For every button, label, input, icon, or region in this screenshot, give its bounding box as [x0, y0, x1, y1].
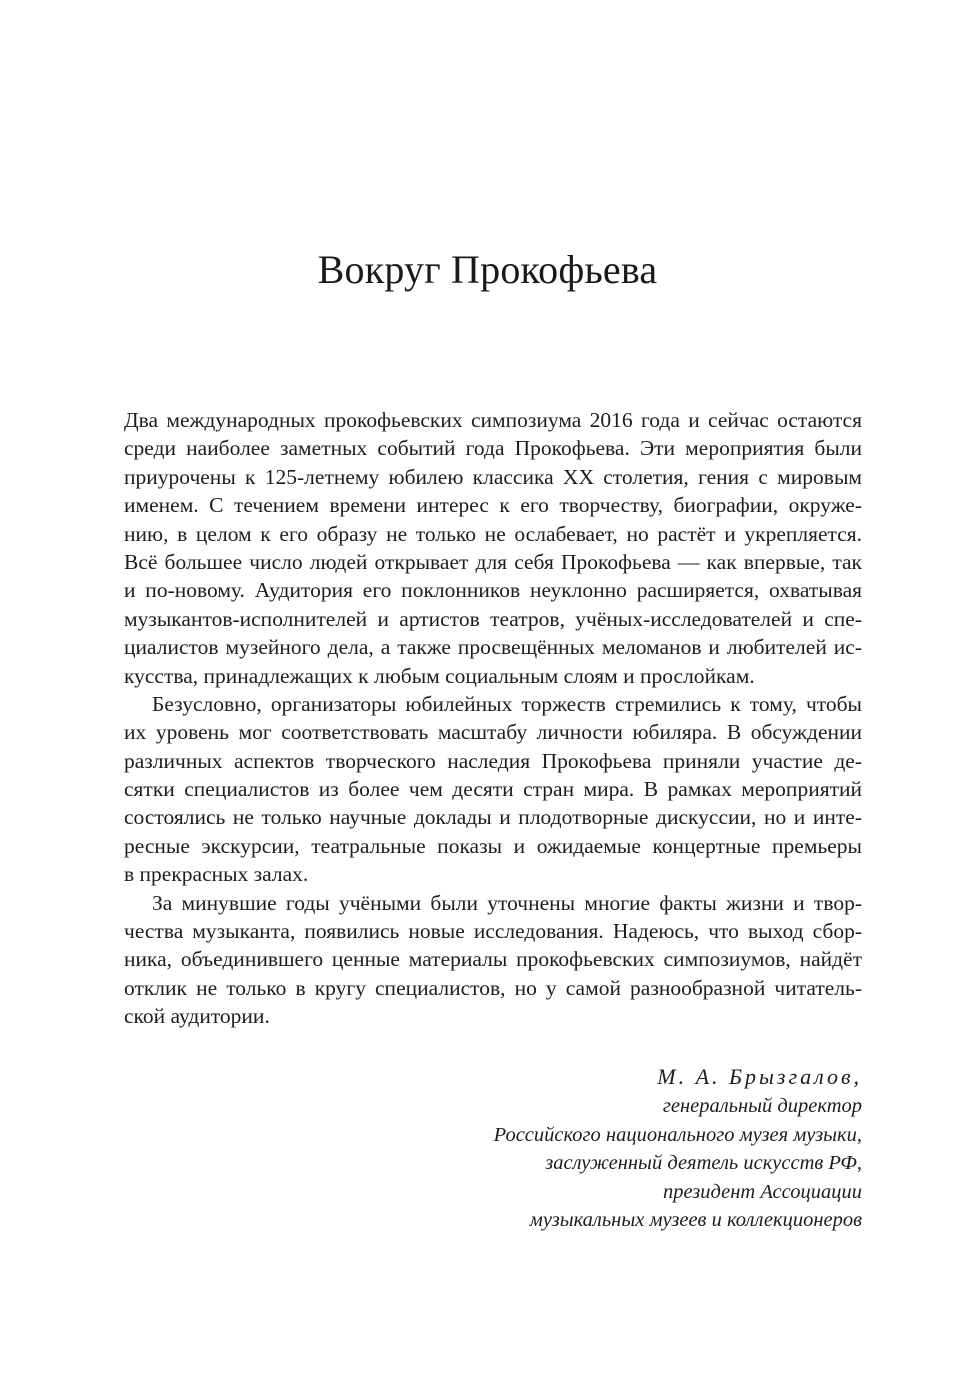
text-line: отклик не только в кругу специалистов, но у самой разнообразной читатель- [124, 975, 862, 1000]
author-title-line: генеральный директор [662, 1095, 862, 1117]
text-line: циалистов музейного дела, а также просвещённых меломанов и любителей ис- [124, 635, 862, 660]
paragraph-1 [124, 406, 862, 690]
text-line: музыкантов-исполнителей и артистов театров, учёных-исследователей и спе- [124, 606, 862, 631]
body-text [124, 406, 862, 1031]
text-line: ресные экскурсии, театральные показы и ожидаемые концертные премьеры [124, 833, 862, 858]
author-name: М. А. Брызгалов, [657, 1064, 862, 1089]
author-title-line: президент Ассоциации [662, 1180, 862, 1203]
text-line: среди наиболее заметных событий года Прокофьева. Эти мероприятия были [124, 436, 862, 461]
text-line: их уровень мог соответствовать масштабу личности юбиляра. В обсуждении [124, 720, 862, 745]
text-line: чества музыканта, появились новые исследования. Надеюсь, что выход сбор- [124, 919, 862, 944]
text-line: Два международных прокофьевских симпозиума 2016 года и сейчас остаются [124, 408, 862, 432]
paragraph-3 [124, 889, 862, 1031]
text-line: приурочены к 125-летнему юбилею классика ХХ столетия, гения с мировым [124, 464, 862, 489]
text-line: состоялись не только научные доклады и плодотворные дискуссии, но и инте- [124, 805, 862, 830]
author-title-line: Российского национального музея музыки, [493, 1123, 862, 1146]
text-line: в прекрасных залах. [124, 862, 309, 887]
author-title-line: заслуженный деятель искусств РФ, [545, 1152, 862, 1174]
paragraph-2 [124, 690, 862, 889]
text-line: кусства, принадлежащих к любым социальным слоям и прослойкам. [124, 663, 755, 688]
author-title-line: музыкальных музеев и коллекционеров [529, 1209, 862, 1231]
text-line: За минувшие годы учёными были уточнены многие факты жизни и твор- [152, 890, 862, 915]
text-line: различных аспектов творческого наследия Прокофьева приняли участие де- [124, 748, 862, 773]
text-line: Безусловно, организаторы юбилейных торжеств стремились к тому, чтобы [152, 691, 862, 716]
text-line: сятки специалистов из более чем десяти стран мира. В рамках мероприятий [124, 777, 862, 802]
signature-block [494, 1062, 862, 1235]
text-line: нию, в целом к его образу не только не ослабевает, но растёт и укрепляется. [124, 521, 862, 546]
page-title: Вокруг Прокофьева [317, 247, 658, 292]
text-line: именем. С течением времени интерес к его творчеству, биографии, окруже- [124, 493, 862, 518]
text-line: ника, объединившего ценные материалы прокофьевских симпозиумов, найдёт [124, 947, 862, 972]
text-line: и по-новому. Аудитория его поклонников неуклонно расширяется, охватывая [124, 578, 862, 603]
text-line: Всё большее число людей открывает для себя Прокофьева — как впервые, так [124, 549, 862, 574]
text-line: ской аудитории. [124, 1004, 270, 1029]
